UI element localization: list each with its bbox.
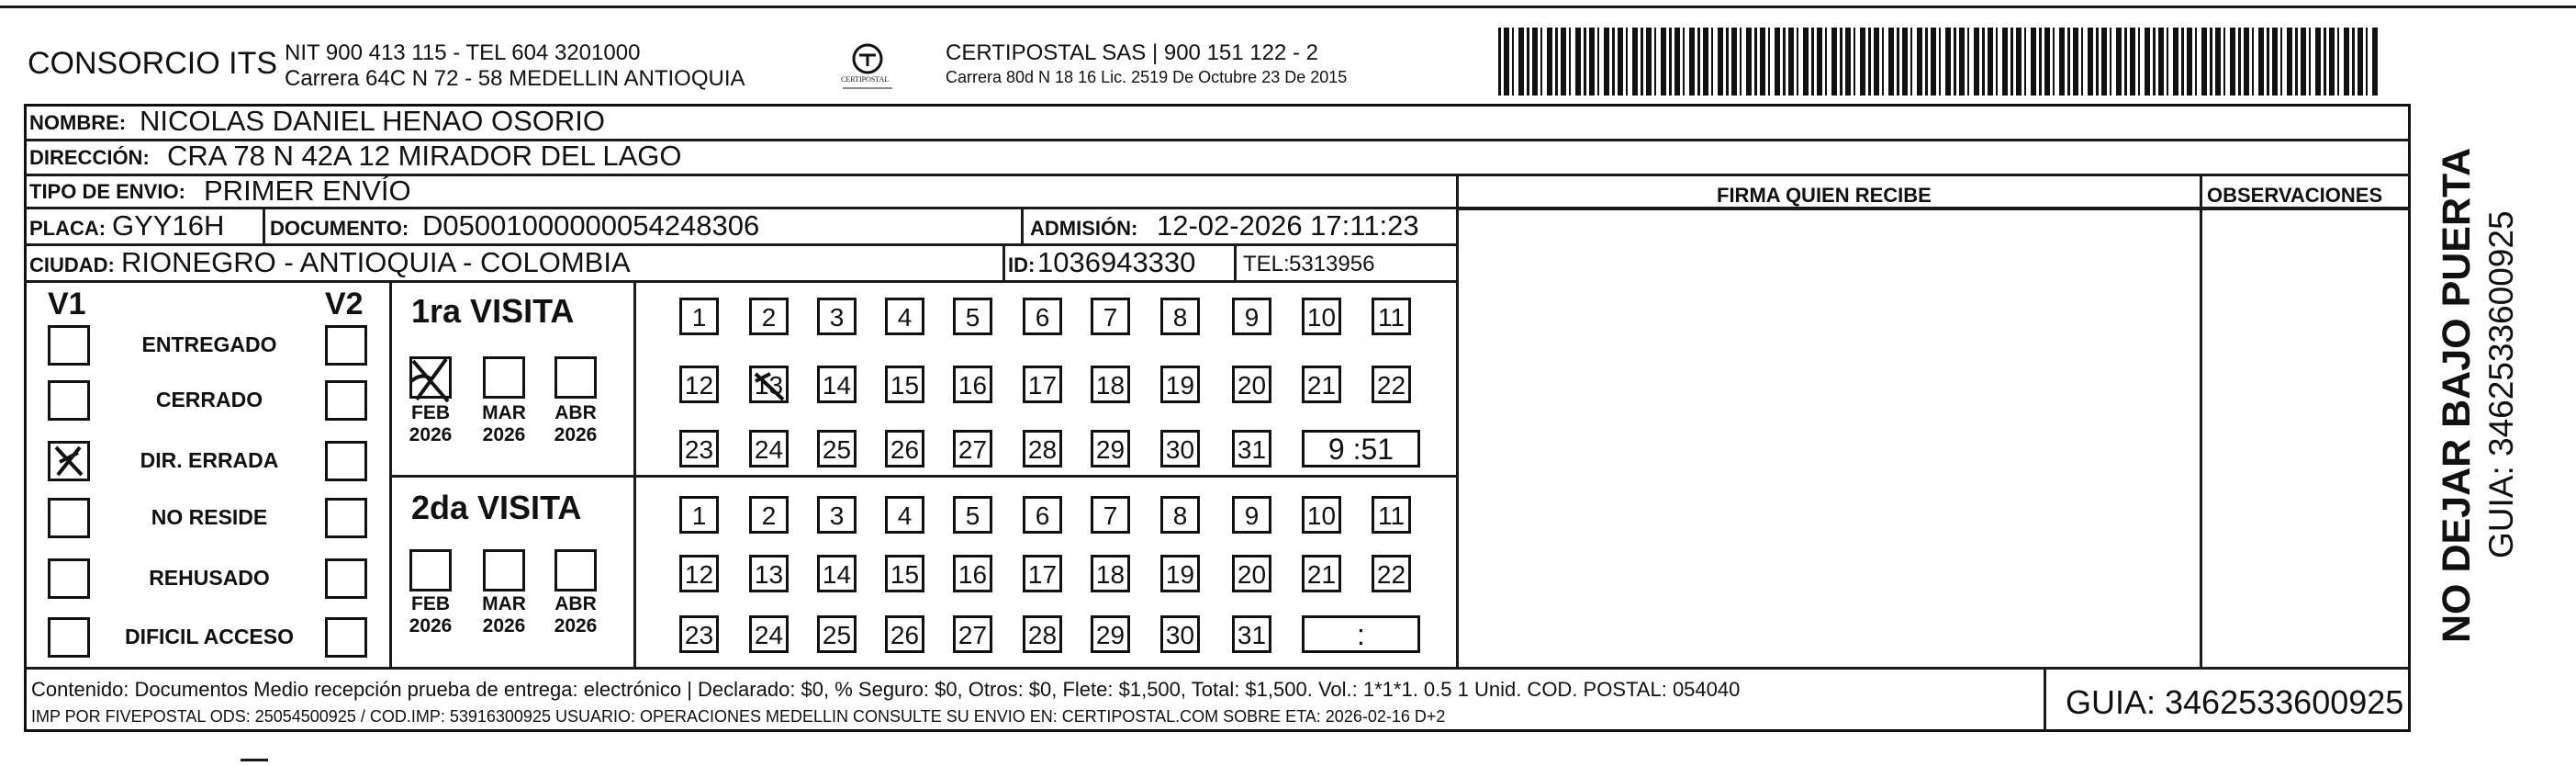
second-visit-title: 2da VISITA [411, 489, 582, 526]
day-number: 13 [754, 371, 784, 400]
year-label: 2026 [554, 615, 598, 636]
day-box[interactable]: 7 [1091, 496, 1130, 534]
day-box[interactable]: 9 [1232, 496, 1271, 534]
day-box[interactable]: 16 [953, 366, 992, 403]
day-box[interactable]: 12 [679, 555, 719, 592]
day-box[interactable]: 15 [885, 555, 924, 592]
firma-left-divider [1456, 174, 1459, 667]
day-box[interactable]: 30 [1160, 430, 1200, 467]
v1-checkbox[interactable] [48, 380, 90, 421]
id-value: 1036943330 [1037, 246, 1196, 278]
documento-value: D05001000000054248306 [422, 209, 760, 242]
v2-checkbox[interactable] [325, 325, 367, 366]
no-dejar-vertical: NO DEJAR BAJO PUERTA [2435, 147, 2479, 643]
guia-vertical: GUIA: 3462533600925 [2482, 210, 2520, 558]
v1-checkbox[interactable] [48, 617, 90, 658]
status-label: DIR. ERRADA [140, 448, 279, 472]
day-box[interactable]: 27 [953, 430, 992, 467]
barcode [1498, 28, 2378, 96]
day-box[interactable]: 25 [817, 615, 857, 653]
day-box[interactable]: 14 [817, 366, 857, 403]
day-box[interactable]: 26 [885, 615, 924, 653]
nit-line: NIT 900 413 115 - TEL 604 3201000 [285, 40, 641, 65]
month-checkbox[interactable] [409, 549, 452, 591]
time-box[interactable]: 9 :51 [1302, 430, 1420, 467]
day-box[interactable]: 6 [1023, 496, 1062, 534]
day-box[interactable]: 7 [1091, 298, 1130, 335]
firma-header: FIRMA QUIEN RECIBE [1717, 184, 1932, 207]
day-box[interactable]: 23 [679, 430, 719, 467]
scan-edge-bottom [241, 759, 268, 761]
day-box[interactable]: 28 [1023, 430, 1062, 467]
day-box[interactable]: 12 [679, 366, 719, 403]
year-label: 2026 [482, 424, 526, 445]
status-label: REHUSADO [149, 566, 270, 590]
day-box[interactable]: 3 [817, 298, 857, 335]
day-box[interactable]: 6 [1023, 298, 1062, 335]
certipostal-logo [835, 40, 900, 96]
day-box[interactable] [749, 366, 789, 403]
month-label: FEB [411, 593, 450, 614]
v2-label: V2 [325, 287, 364, 321]
day-box[interactable]: 4 [885, 496, 924, 534]
logo-icon [835, 40, 900, 96]
day-box[interactable]: 21 [1302, 555, 1341, 592]
logo-caption: CERTIPOSTAL [841, 75, 890, 84]
status-label: ENTREGADO [141, 332, 277, 356]
certipostal-line: CERTIPOSTAL SAS | 900 151 122 - 2 [946, 40, 1318, 65]
day-box[interactable]: 17 [1023, 366, 1062, 403]
year-label: 2026 [409, 424, 453, 445]
month-label: MAR [482, 402, 526, 423]
day-box[interactable]: 31 [1232, 615, 1271, 653]
day-box[interactable]: 3 [817, 496, 857, 534]
check-mark-icon [50, 444, 87, 479]
day-box[interactable]: 14 [817, 555, 857, 592]
v1-checkbox[interactable] [48, 558, 90, 599]
admision-value: 12-02-2026 17:11:23 [1157, 209, 1419, 242]
ciudad-value: RIONEGRO - ANTIOQUIA - COLOMBIA [121, 246, 631, 278]
v2-checkbox[interactable] [325, 441, 367, 481]
id-label: ID: [1008, 253, 1036, 276]
footer-imp: IMP POR FIVEPOSTAL ODS: 25054500925 / COD.IMP: 53916300925 USUARIO: OPERACIONES MEDELLIN CONSULTE SU ENVIO EN: CERTIPOSTAL.COM SOBRE ETA: 2026-02-16 D+2 [31, 707, 1446, 726]
day-box[interactable]: 4 [885, 298, 924, 335]
day-box[interactable]: 21 [1302, 366, 1341, 403]
tipo-label: TIPO DE ENVIO: [29, 180, 185, 203]
certipostal-address: Carrera 80d N 18 16 Lic. 2519 De Octubre 23 De 2015 [946, 68, 1348, 86]
day-box[interactable]: 25 [817, 430, 857, 467]
visit-divider [391, 475, 1456, 478]
day-box[interactable]: 19 [1160, 555, 1200, 592]
day-box[interactable]: 31 [1232, 430, 1271, 467]
cell-divider [1234, 245, 1237, 282]
status-label: DIFICIL ACCESO [124, 625, 294, 648]
year-label: 2026 [554, 424, 598, 445]
status-label: NO RESIDE [151, 505, 268, 529]
v1-checkbox[interactable] [48, 498, 90, 538]
placa-label: PLACA: [29, 217, 106, 240]
day-box[interactable]: 18 [1091, 555, 1130, 592]
footer-contenido: Contenido: Documentos Medio recepción prueba de entrega: electrónico | Declarado: $0, % Seguro: $0, Otros: $0, Flete: $1,500, Total: $1,500. Vol.: 1*1*1. 0.5 1 Unid. COD. POSTAL: 054040 [31, 678, 1741, 701]
tel-value: 5313956 [1289, 252, 1375, 276]
address-line: Carrera 64C N 72 - 58 MEDELLIN ANTIOQUIA [285, 66, 745, 91]
admision-label: ADMISIÓN: [1030, 217, 1138, 240]
v2-checkbox[interactable] [325, 380, 367, 421]
day-box[interactable]: 10 [1302, 496, 1341, 534]
day-box[interactable]: 20 [1232, 555, 1271, 592]
day-box[interactable]: 22 [1372, 366, 1411, 403]
scan-edge-top [0, 6, 2576, 8]
day-box[interactable]: 1 [679, 496, 719, 534]
day-box[interactable]: 5 [953, 298, 992, 335]
day-box[interactable]: 13 [749, 555, 789, 592]
month-checkbox[interactable] [483, 549, 525, 591]
month-checkbox[interactable] [483, 356, 525, 399]
cell-divider [1002, 245, 1005, 282]
day-box[interactable]: 22 [1372, 555, 1411, 592]
month-label: ABR [554, 593, 597, 614]
tipo-value: PRIMER ENVÍO [204, 175, 411, 207]
month-checkbox[interactable] [409, 356, 452, 399]
day-box[interactable]: 30 [1160, 615, 1200, 653]
day-box[interactable]: 19 [1160, 366, 1200, 403]
day-box[interactable]: 15 [885, 366, 924, 403]
first-visit-title: 1ra VISITA [411, 292, 575, 330]
day-box[interactable]: 10 [1302, 298, 1341, 335]
nombre-label: NOMBRE: [29, 111, 127, 134]
day-box[interactable]: 17 [1023, 555, 1062, 592]
day-box[interactable]: 28 [1023, 615, 1062, 653]
footer-top-line [24, 667, 2411, 670]
v2-checkbox[interactable] [325, 558, 367, 599]
direccion-label: DIRECCIÓN: [29, 146, 150, 169]
time-box[interactable]: : [1302, 615, 1420, 653]
year-label: 2026 [482, 615, 526, 636]
day-box[interactable]: 27 [953, 615, 992, 653]
day-box[interactable]: 2 [749, 496, 789, 534]
observaciones-header: OBSERVACIONES [2207, 184, 2383, 207]
status-label: CERRADO [155, 388, 263, 411]
cell-divider [1021, 208, 1024, 245]
nombre-value: NICOLAS DANIEL HENAO OSORIO [140, 105, 606, 137]
day-box[interactable]: 18 [1091, 366, 1130, 403]
month-label: FEB [411, 402, 450, 423]
day-box[interactable]: 1 [679, 298, 719, 335]
day-box[interactable]: 23 [679, 615, 719, 653]
row-line [24, 280, 1456, 283]
day-box[interactable]: 20 [1232, 366, 1271, 403]
day-box[interactable]: 24 [749, 430, 789, 467]
company-name: CONSORCIO ITS [28, 46, 278, 81]
v1-checkbox[interactable] [48, 325, 90, 366]
month-checkbox[interactable] [554, 549, 597, 591]
documento-label: DOCUMENTO: [270, 217, 409, 240]
footer-guia-divider [2044, 667, 2046, 732]
cell-divider [263, 208, 265, 245]
v1-label: V1 [48, 287, 86, 321]
v1-checkbox[interactable] [48, 441, 90, 481]
month-day-divider [633, 282, 636, 667]
day-box[interactable]: 16 [953, 555, 992, 592]
day-box[interactable]: 9 [1232, 298, 1271, 335]
placa-value: GYY16H [112, 209, 225, 242]
v2-checkbox[interactable] [325, 617, 367, 658]
day-box[interactable]: 11 [1372, 496, 1411, 534]
day-box[interactable]: 8 [1160, 496, 1200, 534]
month-label: MAR [482, 593, 526, 614]
year-label: 2026 [409, 615, 453, 636]
month-label: ABR [554, 402, 597, 423]
ciudad-label: CIUDAD: [29, 253, 115, 276]
direccion-value: CRA 78 N 42A 12 MIRADOR DEL LAGO [167, 140, 682, 172]
day-box[interactable]: 2 [749, 298, 789, 335]
day-box[interactable]: 8 [1160, 298, 1200, 335]
day-box[interactable]: 24 [749, 615, 789, 653]
day-check-mark-icon [752, 368, 789, 403]
day-box[interactable]: 26 [885, 430, 924, 467]
obs-left-divider [2200, 174, 2202, 667]
v2-checkbox[interactable] [325, 498, 367, 538]
day-box[interactable]: 5 [953, 496, 992, 534]
month-checkbox[interactable] [554, 356, 597, 399]
day-box[interactable]: 29 [1091, 615, 1130, 653]
day-box[interactable]: 11 [1372, 298, 1411, 335]
row-line [1456, 208, 2411, 210]
footer-guia: GUIA: 3462533600925 [2066, 683, 2404, 721]
day-box[interactable]: 29 [1091, 430, 1130, 467]
tel-label: TEL: [1243, 252, 1290, 276]
